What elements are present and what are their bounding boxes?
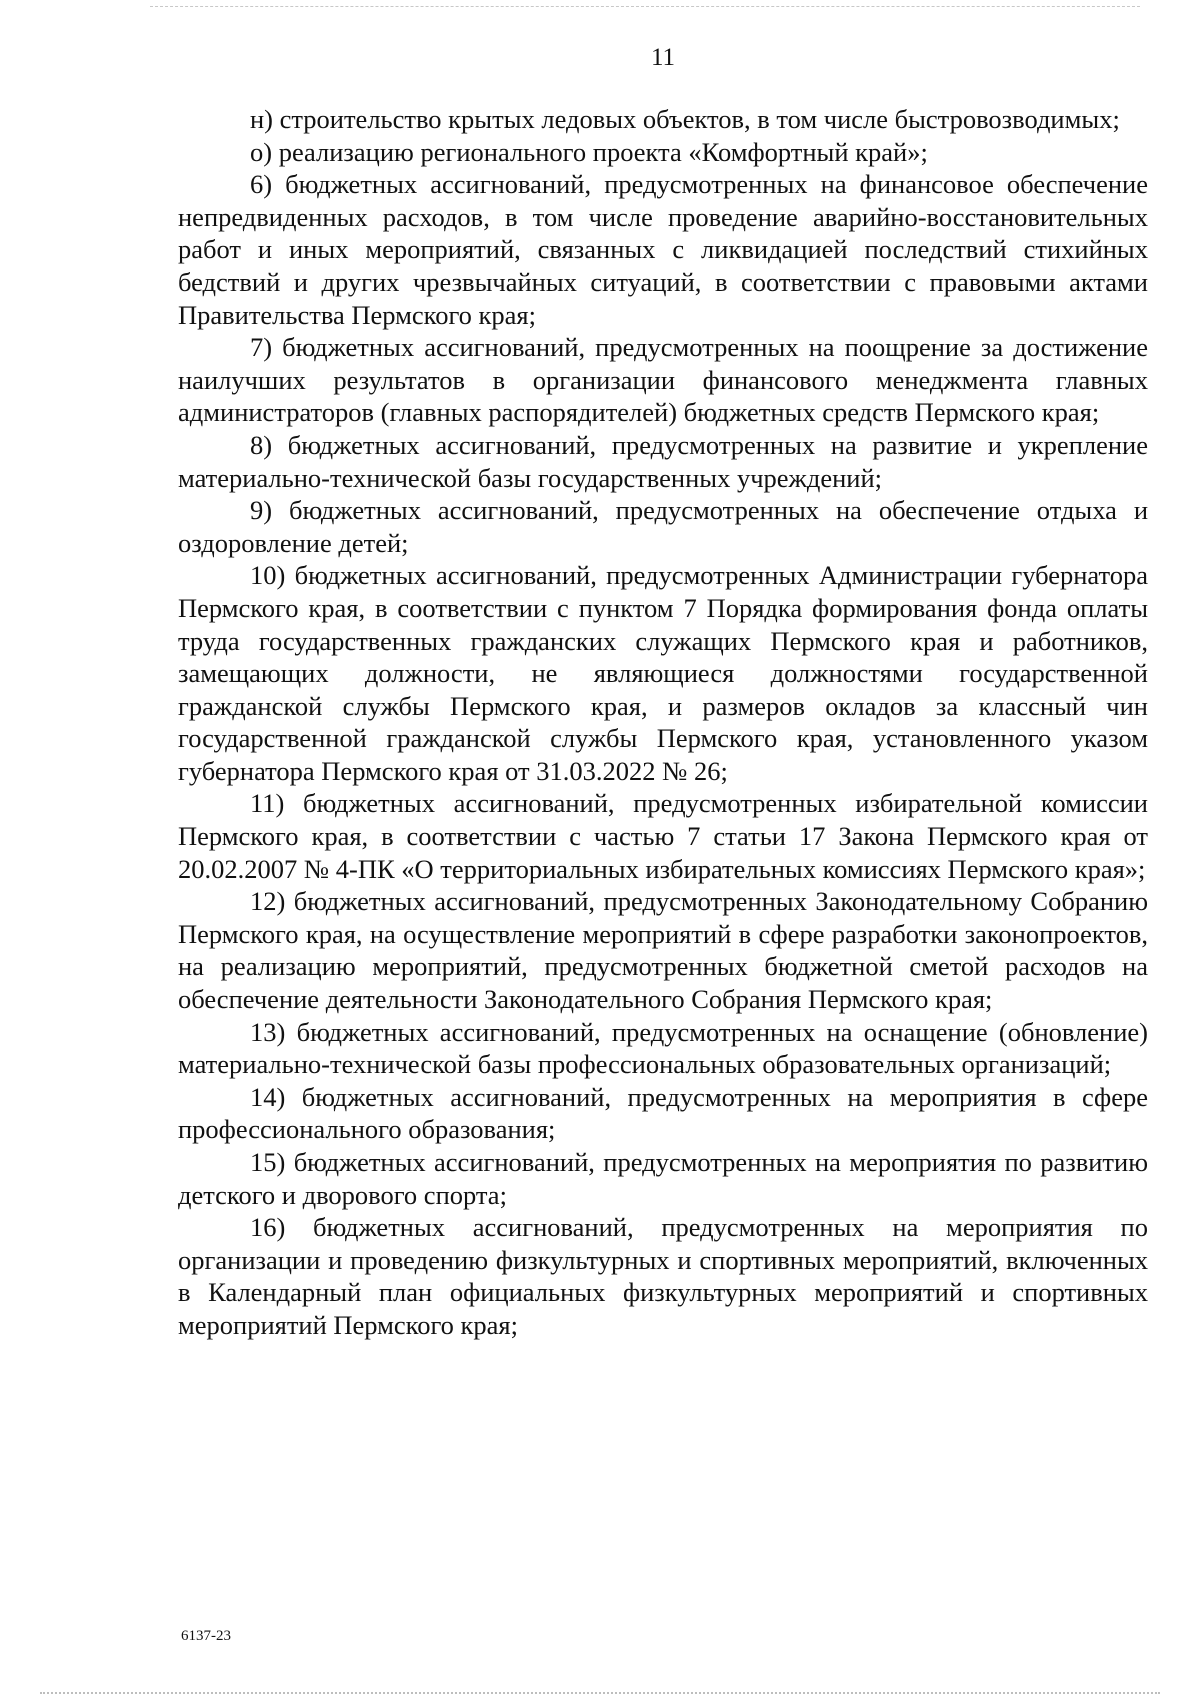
paragraph-16: 16) бюджетных ассигнований, предусмотренных на мероприятия по организации и проведению физкультурных и спортивных мероприятий, включенных в Календарный план официальных физкультурных мероприятий и спортивных мероприятий Пермского края; [178,1212,1148,1340]
paragraph-15: 15) бюджетных ассигнований, предусмотренных на мероприятия по развитию детского и дворового спорта; [178,1147,1148,1210]
paragraph-14: 14) бюджетных ассигнований, предусмотренных на мероприятия в сфере профессионального образования; [178,1081,1148,1145]
scan-edge-line [150,6,1140,7]
paragraph-n: н) строительство крытых ледовых объектов, в том числе быстровозводимых; [250,104,1120,134]
scan-edge-line-bottom [40,1692,1160,1694]
paragraph-10: 10) бюджетных ассигнований, предусмотренных Администрации губернатора Пермского края, в соответствии с пунктом 7 Порядка формирования фонда оплаты труда государственных гражданских служащих Пермского края и работников, замещающих должности, не являющиеся должностями государственной гражданской службы Пермского края, и размеров окладов за классный чин государственной гражданской службы Пермского края, установленного указом губернатора Пермского края от 31.03.2022 № 26; [178,560,1148,786]
paragraph-12: 12) бюджетных ассигнований, предусмотренных Законодательному Собранию Пермского края, на осуществление мероприятий в сфере разработки законопроектов, на реализацию мероприятий, предусмотренных бюджетной сметой расходов на обеспечение деятельности Законодательного Собрания Пермского края; [178,886,1148,1015]
document-code: 6137-23 [181,1628,231,1644]
paragraph-8: 8) бюджетных ассигнований, предусмотренных на развитие и укрепление материально-технической базы государственных учреждений; [178,429,1148,493]
paragraph-9: 9) бюджетных ассигнований, предусмотренных на обеспечение отдыха и оздоровление детей; [178,495,1148,558]
page-number: 11 [650,44,676,71]
paragraph-7: 7) бюджетных ассигнований, предусмотренных на поощрение за достижение наилучших результатов в организации финансового менеджмента главных администраторов (главных распорядителей) бюджетных средств Пермского края; [178,332,1148,428]
document-body [178,103,1148,1342]
paragraph-13: 13) бюджетных ассигнований, предусмотренных на оснащение (обновление) материально-технической базы профессиональных образовательных организаций; [178,1016,1148,1080]
paragraph-6: 6) бюджетных ассигнований, предусмотренных на финансовое обеспечение непредвиденных расходов, в том числе проведение аварийно-восстановительных работ и иных мероприятий, связанных с ликвидацией последствий стихийных бедствий и других чрезвычайных ситуаций, в соответствии с правовыми актами Правительства Пермского края; [178,169,1148,330]
paragraph-11: 11) бюджетных ассигнований, предусмотренных избирательной комиссии Пермского края, в соответствии с частью 7 статьи 17 Закона Пермского края от 20.02.2007 № 4-ПК «О территориальных избирательных комиссиях Пермского края»; [178,788,1148,884]
paragraph-o: о) реализацию регионального проекта «Комфортный край»; [250,136,928,167]
